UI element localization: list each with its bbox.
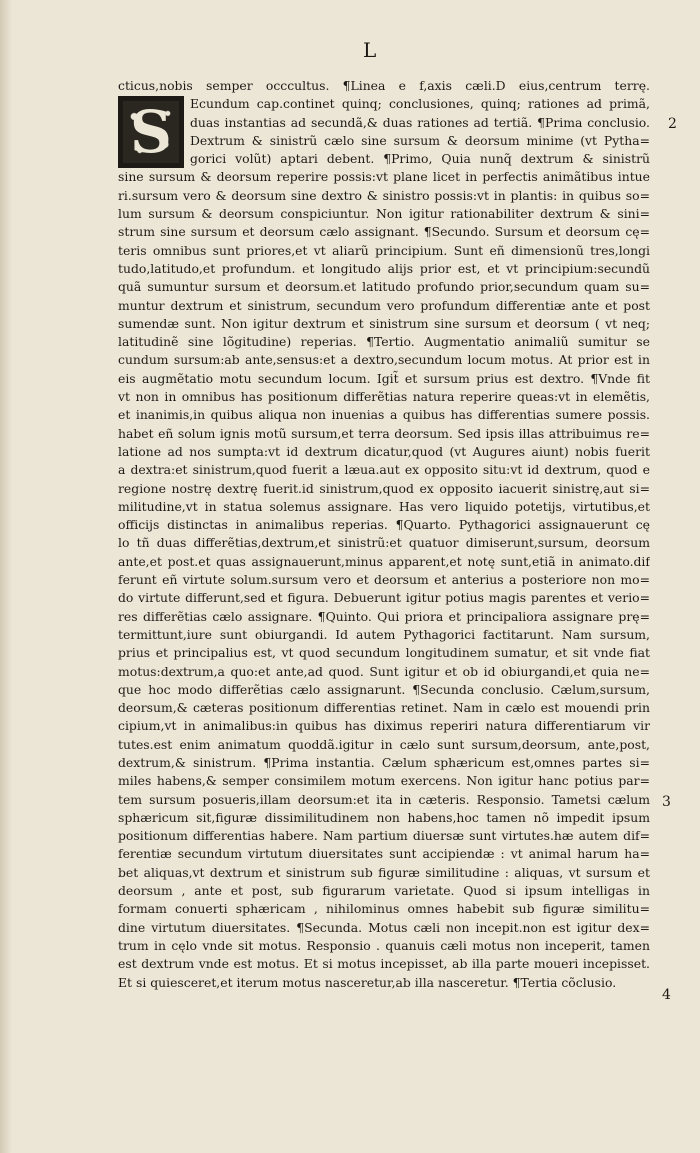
- text-line: Et si quiesceret,et iterum motus nasceretur,ab illa nasceretur. ¶Tertia cõclusio.: [118, 974, 617, 990]
- text-line: a dextra:et sinistrum,quod fuerit a læua.aut ex opposito situ:vt id dextrum, quod e: [118, 462, 650, 478]
- text-line: miles habens,& semper consimilem motum exercens. Non igitur hanc potius par=: [118, 773, 650, 789]
- text-line: cticus,nobis semper occcultus. ¶Linea e f,axis cæli.D eius,centrum terrę.: [118, 78, 650, 93]
- text-line: teris omnibus sunt priores,et vt aliarũ principium. Sunt eñ dimensionũ tres,longi: [118, 242, 650, 258]
- initial-letter: S: [130, 98, 172, 166]
- text-line: cundum sursum:ab ante,sensus:et a dextro,secundum locum motus. At prior est in: [118, 352, 650, 368]
- text-line: strum sine sursum et deorsum cælo assignant. ¶Secundo. Sursum et deorsum cę=: [118, 224, 650, 240]
- text-line: deorsum , ante et post, sub figurarum varietate. Quod si ipsum intelligas in: [118, 883, 650, 899]
- text-line: eis augmẽtatio motu secundum locum. Igit̃ et sursum prius est dextro. ¶Vnde fit: [118, 370, 650, 386]
- text-line: cipium,vt in animalibus:in quibus has diximus reperiri natura differentiarum vir: [118, 718, 650, 734]
- text-line: sphæricum sit,figuræ dissimilitudinem non habens,hoc tamen nõ impedit ipsum: [118, 809, 650, 825]
- text-column: [118, 77, 650, 992]
- margin-mark: 2: [668, 116, 677, 132]
- text-line: deorsum,& cæteras positionum differentias retinet. Nam in cælo est mouendi prin: [118, 700, 650, 716]
- text-line: ferentiæ secundum virtutum diuersitates sunt accipiendæ : vt animal harum ha=: [118, 846, 650, 862]
- text-line: duas instantias ad secundã,& duas rationes ad tertiã. ¶Prima conclusio.: [190, 114, 650, 130]
- text-line: que hoc modo differẽtias cælo assignarunt. ¶Secunda conclusio. Cælum,sursum,: [118, 681, 650, 697]
- text-line: est dextrum vnde est motus. Et si motus incepisset, ab illa parte moueri incepisset.: [118, 956, 650, 972]
- text-line: termittunt,iure sunt obiurgandi. Id autem Pythagorici factitarunt. Nam sursum,: [118, 626, 650, 642]
- text-line: lo tñ duas differẽtias,dextrum,et sinistrũ:et quatuor dimiserunt,sursum, deorsum: [118, 535, 650, 551]
- margin-mark: 4: [662, 987, 671, 1003]
- text-line: regione nostrę dextrę fuerit.id sinistrum,quod ex opposito iacuerit sinistrę,aut si=: [118, 480, 650, 496]
- text-line: et inanimis,in quibus aliqua non inuenias a quibus has differentias sumere possis.: [118, 407, 650, 423]
- text-line: muntur dextrum et sinistrum, secundum vero profundum differentiæ ante et post: [118, 297, 650, 313]
- text-line: Ecundum cap.continet quinq; conclusiones, quinq; rationes ad primã,: [190, 96, 650, 112]
- text-line: Dextrum & sinistrũ cælo sine sursum & deorsum minime (vt Pytha=: [190, 132, 650, 148]
- text-line: gorici volũt) aptari debent. ¶Primo, Quia nunq̃ dextrum & sinistrũ: [190, 151, 650, 167]
- text-line: res differẽtias cælo assignare. ¶Quinto. Qui priora et principaliora assignare prę=: [118, 608, 650, 624]
- text-line: tem sursum posueris,illam deorsum:et ita in cæteris. Responsio. Tametsi cælum: [118, 791, 650, 807]
- text-line: tudo,latitudo,et profundum. et longitudo alijs prior est, et vt principium:secundũ: [118, 260, 650, 276]
- text-line: positionum differentias habere. Nam partium diuersæ sunt virtutes.hæ autem dif=: [118, 828, 650, 844]
- text-line: sumendæ sunt. Non igitur dextrum et sinistrum sine sursum et deorsum ( vt neq;: [118, 315, 650, 331]
- text-line: ante,et post.et quas assignauerunt,minus apparent,et notę sunt,etiã in animato.dif: [118, 553, 650, 569]
- text-line: officijs distinctas in animalibus reperias. ¶Quarto. Pythagorici assignauerunt cę: [118, 517, 650, 533]
- text-line: vt non in omnibus has positionum differẽtias natura reperire queas:vt in elemẽtis,: [118, 389, 650, 405]
- folio-letter: L: [363, 38, 377, 62]
- text-line: bet aliquas,vt dextrum et sinistrum sub figuræ similitudine : aliquas, vt sursum et: [118, 864, 650, 880]
- text-line: tutes.est enim animatum quoddã.igitur in cælo sunt sursum,deorsum, ante,post,: [118, 736, 650, 752]
- text-line: quã sumuntur sursum et deorsum.et latitudo profundo prior,secundum quam su=: [118, 279, 650, 295]
- text-line: sine sursum & deorsum reperire possis:vt plane licet in perfectis animãtibus intue: [118, 169, 650, 185]
- margin-mark: 3: [662, 794, 671, 810]
- text-line: dine virtutum diuersitates. ¶Secunda. Motus cæli non incepit.non est igitur dex=: [118, 919, 650, 935]
- text-line: trum in cęlo vnde sit motus. Responsio . quanuis cæli motus non inceperit, tamen: [118, 937, 650, 953]
- text-line: ri.sursum vero & deorsum sine dextro & sinistro possis:vt in plantis: in quibus so=: [118, 187, 650, 203]
- text-line: lum sursum & deorsum conspiciuntur. Non igitur rationabiliter dextrum & sini=: [118, 206, 650, 222]
- text-line: latitudinẽ sine lõgitudine) reperias. ¶Tertio. Augmentatio animaliũ sumitur se: [118, 334, 650, 350]
- text-line: habet eñ solum ignis motũ sursum,et terra deorsum. Sed ipsis illas attribuimus re=: [118, 425, 650, 441]
- text-line: formam conuerti sphæricam , nihilominus omnes habebit sub figuræ similitu=: [118, 901, 650, 917]
- text-line: militudine,vt in statua solemus assignare. Has vero liquido potetijs, virtutibus,et: [118, 498, 650, 514]
- text-line: do virtute differunt,sed et figura. Debuerunt igitur potius magis parentes et verio=: [118, 590, 650, 606]
- text-line: dextrum,& sinistrum. ¶Prima instantia. Cælum sphæricum est,omnes partes si=: [118, 754, 650, 770]
- gutter-shadow: [0, 0, 12, 1153]
- text-line: motus:dextrum,a quo:et ante,ad quod. Sunt igitur et ob id obiurgandi,et quia ne=: [118, 663, 650, 679]
- text-line: prius et principalius est, vt quod secundum longitudinem sumatur, et sit vnde fiat: [118, 645, 650, 661]
- text-line: ferunt eñ virtute solum.sursum vero et deorsum et anterius a posteriore non mo=: [118, 572, 650, 588]
- text-line: latione ad nos sumpta:vt id dextrum dicatur,quod (vt Augures aiunt) nobis fuerit: [118, 443, 650, 459]
